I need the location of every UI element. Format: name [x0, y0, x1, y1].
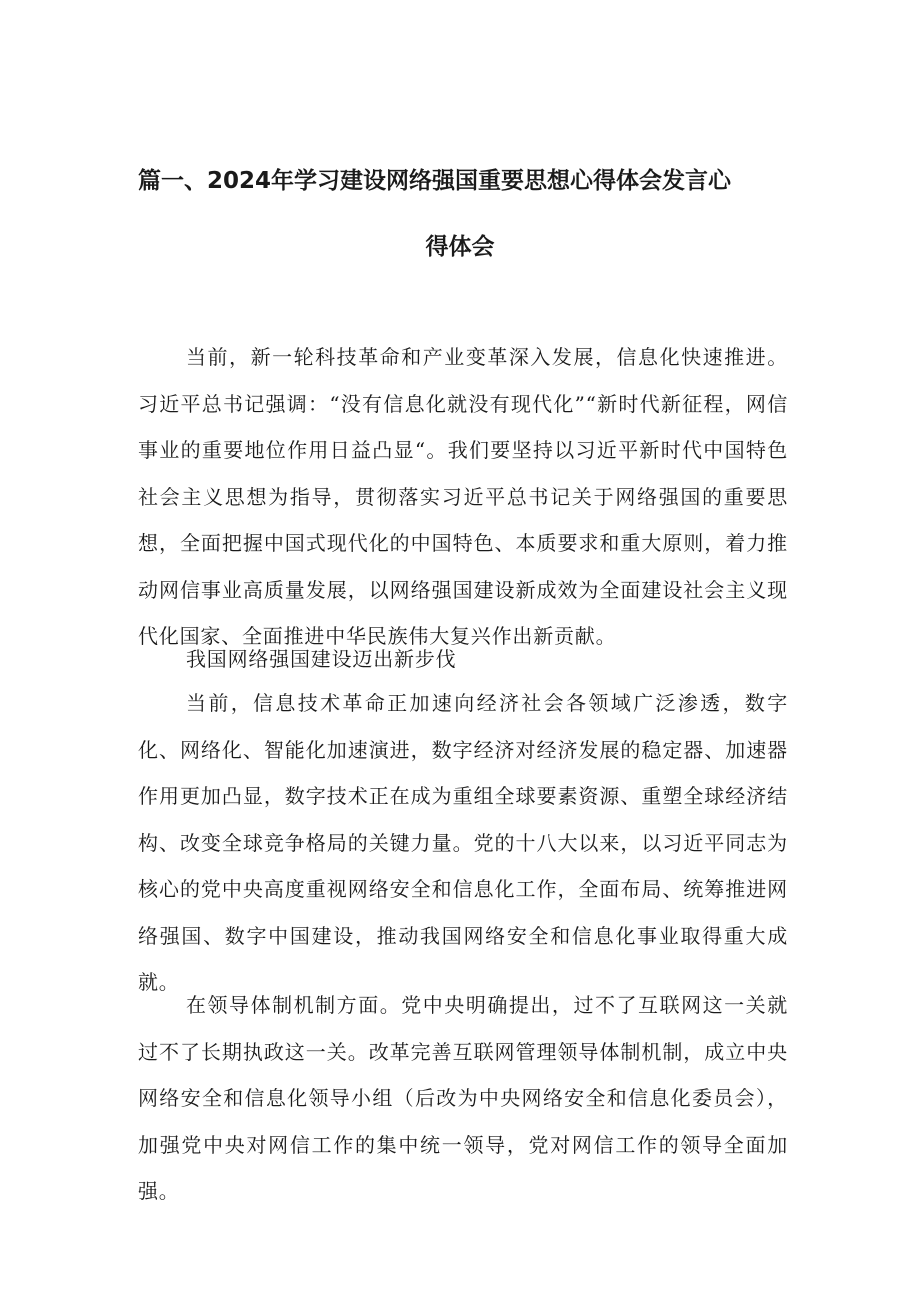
body-paragraph — [138, 680, 788, 1006]
paragraph-text: 在领导体制机制方面。党中央明确提出，过不了互联网这一关就过不了长期执政这一关。改革完善互联网管理领导体制机制，成立中央网络安全和信息化领导小组（后改为中央网络安全和信息化委员会），加强党中央对网信工作的集中统一领导，党对网信工作的领导全面加强。 — [138, 993, 788, 1203]
paragraph-text: 当前，信息技术革命正加速向经济社会各领域广泛渗透，数字化、网络化、智能化加速演进，数字经济对经济发展的稳定器、加速器作用更加凸显，数字技术正在成为重组全球要素资源、重塑全球经济结构、改变全球竞争格局的关键力量。党的十八大以来，以习近平同志为核心的党中央高度重视网络安全和信息化工作，全面布局、统筹推进网络强国、数字中国建设，推动我国网络安全和信息化事业取得重大成就。 — [138, 691, 788, 994]
document-title-line-1: 篇一、2024年学习建设网络强国重要思想心得体会发言心 — [138, 168, 732, 194]
body-paragraph — [138, 334, 788, 660]
document-title-line-2: 得体会 — [425, 234, 495, 260]
body-paragraph — [138, 982, 788, 1215]
section-heading-text: 我国网络强国建设迈出新步伐 — [186, 647, 457, 671]
paragraph-text: 当前，新一轮科技革命和产业变革深入发展，信息化快速推进。习近平总书记强调：“没有信息化就没有现代化”“新时代新征程，网信事业的重要地位作用日益凸显“。我们要坚持以习近平新时代中国特色社会主义思想为指导，贯彻落实习近平总书记关于网络强国的重要思想，全面把握中国式现代化的中国特色、本质要求和重大原则，着力推动网信事业高质量发展，以网络强国建设新成效为全面建设社会主义现代化国家、全面推进中华民族伟大复兴作出新贡献。 — [138, 345, 788, 648]
section-heading — [138, 636, 788, 683]
